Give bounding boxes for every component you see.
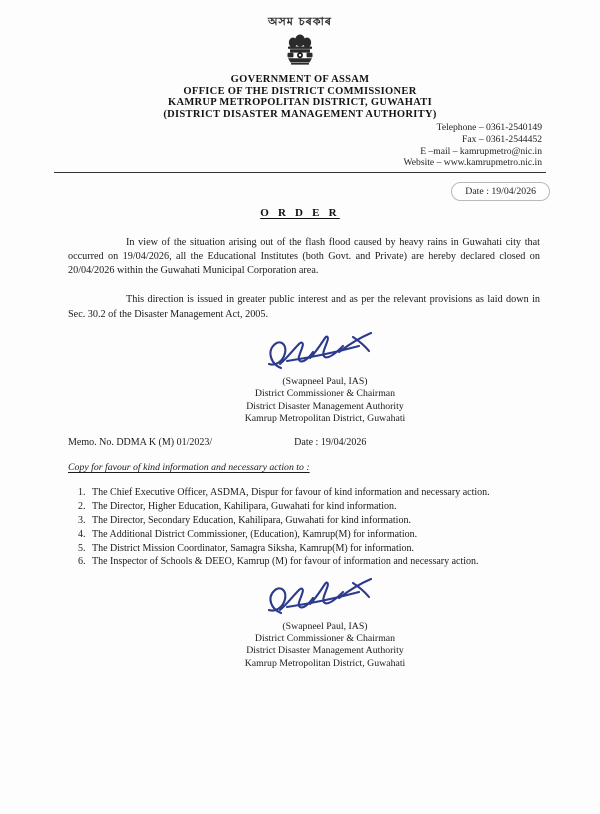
- contact-details-block: [0, 122, 600, 168]
- signature-text-top: [50, 376, 600, 426]
- memo-row: [0, 437, 600, 448]
- ashoka-emblem-icon: [282, 33, 318, 73]
- order-date-badge: Date : 19/04/2026: [451, 182, 550, 201]
- list-item: 3. The Director, Secondary Education, Kahilipara, Guwahati for kind information.: [88, 514, 548, 527]
- order-paragraph-1: In view of the situation arising out of the flash flood caused by heavy rains in Guwahati city that occurred on 19/04/2026, all the Educational Institutes (both Govt. and Private) are hereby declared closed on 20/04/2026 within the Guwahati Municipal Corporation area.: [68, 236, 540, 277]
- header-line-district: KAMRUP METROPOLITAN DISTRICT, GUWAHATI: [167, 97, 432, 109]
- header-line-authority: (DISTRICT DISASTER MANAGEMENT AUTHORITY): [163, 108, 437, 120]
- handwritten-signature-icon: [247, 575, 397, 621]
- fax-line: Fax – 0361-2544452: [462, 133, 542, 145]
- signature-block-bottom: [0, 575, 600, 671]
- email-line: E –mail – kamrupmetro@nic.in: [420, 145, 542, 157]
- signature-block-top: [0, 328, 600, 426]
- list-item: 1. The Chief Executive Officer, ASDMA, Dispur for favour of kind information and necessary action.: [88, 486, 548, 499]
- website-line: Website – www.kamrupmetro.nic.in: [403, 157, 542, 169]
- signatory-designation: District Commissioner & Chairman: [254, 633, 396, 645]
- signatory-designation: District Commissioner & Chairman: [254, 388, 396, 400]
- header-divider: [54, 172, 546, 173]
- signature-text-bottom: [50, 621, 600, 671]
- list-item: 2. The Director, Higher Education, Kahilipara, Guwahati for kind information.: [88, 500, 548, 513]
- assamese-government-title: অসম চৰকাৰ: [268, 15, 332, 28]
- copy-to-line: Copy for favour of kind information and necessary action to :: [68, 462, 310, 474]
- telephone-line: Telephone – 0361-2540149: [436, 122, 542, 134]
- list-item: 6. The Inspector of Schools & DEEO, Kamrup (M) for favour of information and necessary action.: [88, 555, 548, 568]
- signature-image-bottom: [44, 575, 600, 621]
- order-paragraph-2: This direction is issued in greater public interest and as per the relevant provisions as laid down in Sec. 30.2 of the Disaster Management Act, 2005.: [68, 294, 540, 320]
- date-pill-row: [0, 181, 600, 201]
- handwritten-signature-icon: [247, 328, 397, 376]
- order-heading: O R D E R: [260, 206, 340, 219]
- signatory-name: (Swapneel Paul, IAS): [282, 620, 368, 632]
- list-item: 5. The District Mission Coordinator, Samagra Siksha, Kamrup(M) for information.: [88, 542, 548, 555]
- signature-image-top: [44, 328, 600, 376]
- signatory-authority: District Disaster Management Authority: [246, 400, 404, 412]
- recipients-list: [88, 486, 548, 568]
- header-line-government: GOVERNMENT OF ASSAM: [230, 74, 370, 85]
- signatory-name: (Swapneel Paul, IAS): [282, 375, 368, 387]
- list-item: 4. The Additional District Commissioner, (Education), Kamrup(M) for information.: [88, 528, 548, 541]
- order-body: [0, 236, 600, 322]
- emblem-container: [0, 33, 600, 73]
- header-line-office: OFFICE OF THE DISTRICT COMMISSIONER: [183, 85, 417, 97]
- government-header-block: [0, 74, 600, 120]
- signatory-district: Kamrup Metropolitan District, Guwahati: [244, 412, 406, 424]
- memo-date: Date : 19/04/2026: [294, 437, 367, 449]
- signatory-district: Kamrup Metropolitan District, Guwahati: [244, 657, 406, 669]
- memo-number: Memo. No. DDMA K (M) 01/2023/: [68, 437, 213, 449]
- signatory-authority: District Disaster Management Authority: [246, 645, 404, 657]
